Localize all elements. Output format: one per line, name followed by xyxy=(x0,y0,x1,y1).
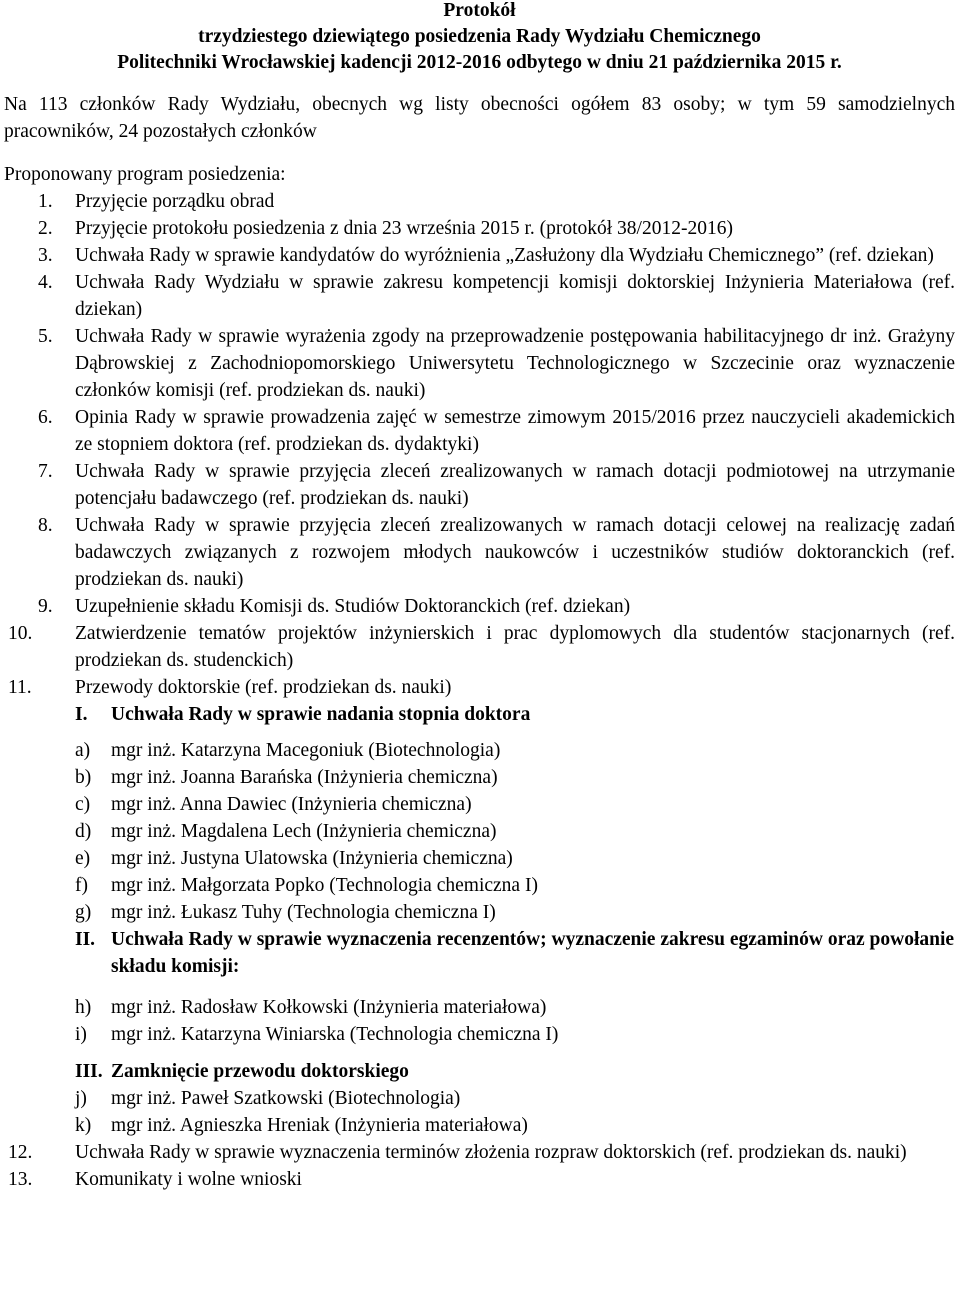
candidate-text: mgr inż. Małgorzata Popko (Technologia chemiczna I) xyxy=(111,875,538,896)
section-reviewers xyxy=(75,926,955,1048)
agenda-text: Uzupełnienie składu Komisji ds. Studiów Doktoranckich (ref. dziekan) xyxy=(75,596,631,617)
agenda-item xyxy=(4,458,955,512)
agenda-item xyxy=(4,404,955,458)
candidate-item xyxy=(75,872,955,899)
section-title: Uchwała Rady w sprawie nadania stopnia doktora xyxy=(111,704,531,725)
candidate-text: mgr inż. Łukasz Tuhy (Technologia chemiczna I) xyxy=(111,902,496,923)
agenda-text: Uchwała Rady w sprawie wyznaczenia terminów złożenia rozpraw doktorskich (ref. prodziekan ds. nauki) xyxy=(75,1142,907,1163)
agenda-item xyxy=(4,1139,955,1166)
agenda-number: 1. xyxy=(38,191,53,212)
candidate-letter: a) xyxy=(75,740,91,761)
agenda-item xyxy=(4,674,955,1139)
program-label: Proponowany program posiedzenia: xyxy=(4,164,286,185)
section-numeral: I. xyxy=(75,704,88,725)
agenda-item xyxy=(4,269,955,323)
agenda-item xyxy=(4,242,955,269)
candidate-letter: d) xyxy=(75,821,92,842)
agenda-item xyxy=(4,620,955,674)
candidate-text: mgr inż. Katarzyna Winiarska (Technologia chemiczna I) xyxy=(111,1024,559,1045)
candidate-text: mgr inż. Justyna Ulatowska (Inżynieria chemiczna) xyxy=(111,848,513,869)
candidate-letter: j) xyxy=(75,1088,87,1109)
candidate-item xyxy=(75,818,955,845)
section-heading xyxy=(75,1058,955,1085)
candidate-text: mgr inż. Katarzyna Macegoniuk (Biotechnologia) xyxy=(111,740,501,761)
section-numeral: II. xyxy=(75,929,96,950)
candidate-letter: b) xyxy=(75,767,92,788)
candidate-item xyxy=(75,899,955,926)
candidate-list xyxy=(75,994,955,1048)
candidate-letter: e) xyxy=(75,848,91,869)
agenda-number: 12. xyxy=(8,1142,33,1163)
agenda-number: 6. xyxy=(38,407,53,428)
attendance-paragraph: Na 113 członków Rady Wydziału, obecnych wg listy obecności ogółem 83 osoby; w tym 59 samodzielnych pracowników, 24 pozostałych członków xyxy=(4,94,955,142)
agenda-number: 7. xyxy=(38,461,53,482)
agenda-text: Przyjęcie protokołu posiedzenia z dnia 23 września 2015 r. (protokół 38/2012-2016) xyxy=(75,218,733,239)
agenda-text: Uchwała Rady w sprawie kandydatów do wyróżnienia „Zasłużony dla Wydziału Chemicznego” (ref. dziekan) xyxy=(75,245,934,266)
candidate-text: mgr inż. Magdalena Lech (Inżynieria chemiczna) xyxy=(111,821,497,842)
candidate-list xyxy=(75,1085,955,1139)
candidate-letter: k) xyxy=(75,1115,92,1136)
candidate-item xyxy=(75,845,955,872)
agenda-text: Uchwała Rady w sprawie przyjęcia zleceń zrealizowanych w ramach dotacji celowej na realizację zadań badawczych związanych z rozwojem młodych naukowców i uczestników studiów doktoranckich (ref. prodziekan ds. nauki) xyxy=(75,515,955,590)
agenda-text: Uchwała Rady w sprawie wyrażenia zgody na przeprowadzenie postępowania habilitacyjnego dr inż. Grażyny Dąbrowskiej z Zachodniopomorskiego Uniwersytetu Technologicznego w Szczecinie oraz wyznaczenie członków komisji (ref. prodziekan ds. nauki) xyxy=(75,326,955,401)
agenda-text: Zatwierdzenie tematów projektów inżynierskich i prac dyplomowych dla studentów stacjonarnych (ref. prodziekan ds. studenckich) xyxy=(75,623,955,671)
agenda-item xyxy=(4,323,955,404)
doctoral-sections xyxy=(4,701,955,1139)
agenda-text: Opinia Rady w sprawie prowadzenia zajęć w semestrze zimowym 2015/2016 przez nauczycieli akademickich ze stopniem doktora (ref. prodziekan ds. dydaktyki) xyxy=(75,407,955,455)
agenda-item xyxy=(4,215,955,242)
candidate-item xyxy=(75,994,955,1021)
agenda-text: Przyjęcie porządku obrad xyxy=(75,191,275,212)
candidate-letter: h) xyxy=(75,997,92,1018)
agenda-text: Przewody doktorskie (ref. prodziekan ds. nauki) xyxy=(75,677,452,698)
candidate-text: mgr inż. Anna Dawiec (Inżynieria chemiczna) xyxy=(111,794,472,815)
section-heading xyxy=(75,701,955,728)
section-title: Zamknięcie przewodu doktorskiego xyxy=(111,1061,409,1082)
agenda-number: 5. xyxy=(38,326,53,347)
section-numeral: III. xyxy=(75,1061,103,1082)
agenda-item xyxy=(4,512,955,593)
agenda-number: 4. xyxy=(38,272,53,293)
doc-subtitle-2: Politechniki Wrocławskiej kadencji 2012-2016 odbytego w dniu 21 października 2015 r. xyxy=(117,52,842,73)
candidate-letter: c) xyxy=(75,794,91,815)
agenda-number: 13. xyxy=(8,1169,33,1190)
document xyxy=(4,0,955,1193)
candidate-letter: g) xyxy=(75,902,92,923)
candidate-item xyxy=(75,1085,955,1112)
candidate-text: mgr inż. Radosław Kołkowski (Inżynieria materiałowa) xyxy=(111,997,547,1018)
candidate-text: mgr inż. Agnieszka Hreniak (Inżynieria materiałowa) xyxy=(111,1115,528,1136)
agenda-item xyxy=(4,593,955,620)
section-title: Uchwała Rady w sprawie wyznaczenia recenzentów; wyznaczenie zakresu egzaminów oraz powołanie składu komisji: xyxy=(111,929,955,977)
candidate-list xyxy=(75,737,955,926)
candidate-item xyxy=(75,1112,955,1139)
agenda-text: Uchwała Rady w sprawie przyjęcia zleceń zrealizowanych w ramach dotacji podmiotowej na utrzymanie potencjału badawczego (ref. prodziekan ds. nauki) xyxy=(75,461,955,509)
candidate-text: mgr inż. Joanna Barańska (Inżynieria chemiczna) xyxy=(111,767,498,788)
candidate-letter: i) xyxy=(75,1024,87,1045)
candidate-item xyxy=(75,791,955,818)
doc-title: Protokół xyxy=(443,0,516,21)
agenda-number: 9. xyxy=(38,596,53,617)
title-block xyxy=(4,0,955,76)
candidate-item xyxy=(75,737,955,764)
candidate-item xyxy=(75,1021,955,1048)
agenda-text: Uchwała Rady Wydziału w sprawie zakresu kompetencji komisji doktorskiej Inżynieria Materiałowa (ref. dziekan) xyxy=(75,272,955,320)
section-closing xyxy=(75,1058,955,1139)
candidate-letter: f) xyxy=(75,875,88,896)
agenda-number: 10. xyxy=(8,623,33,644)
agenda-item xyxy=(4,188,955,215)
doc-subtitle: trzydziestego dziewiątego posiedzenia Rady Wydziału Chemicznego xyxy=(198,26,761,47)
section-degree-conferral xyxy=(75,701,955,926)
agenda-number: 3. xyxy=(38,245,53,266)
agenda-number: 11. xyxy=(8,677,32,698)
section-heading xyxy=(75,926,955,980)
agenda-item xyxy=(4,1166,955,1193)
agenda-list xyxy=(4,188,955,1193)
agenda-number: 8. xyxy=(38,515,53,536)
candidate-text: mgr inż. Paweł Szatkowski (Biotechnologia) xyxy=(111,1088,461,1109)
candidate-item xyxy=(75,764,955,791)
agenda-number: 2. xyxy=(38,218,53,239)
agenda-text: Komunikaty i wolne wnioski xyxy=(75,1169,302,1190)
